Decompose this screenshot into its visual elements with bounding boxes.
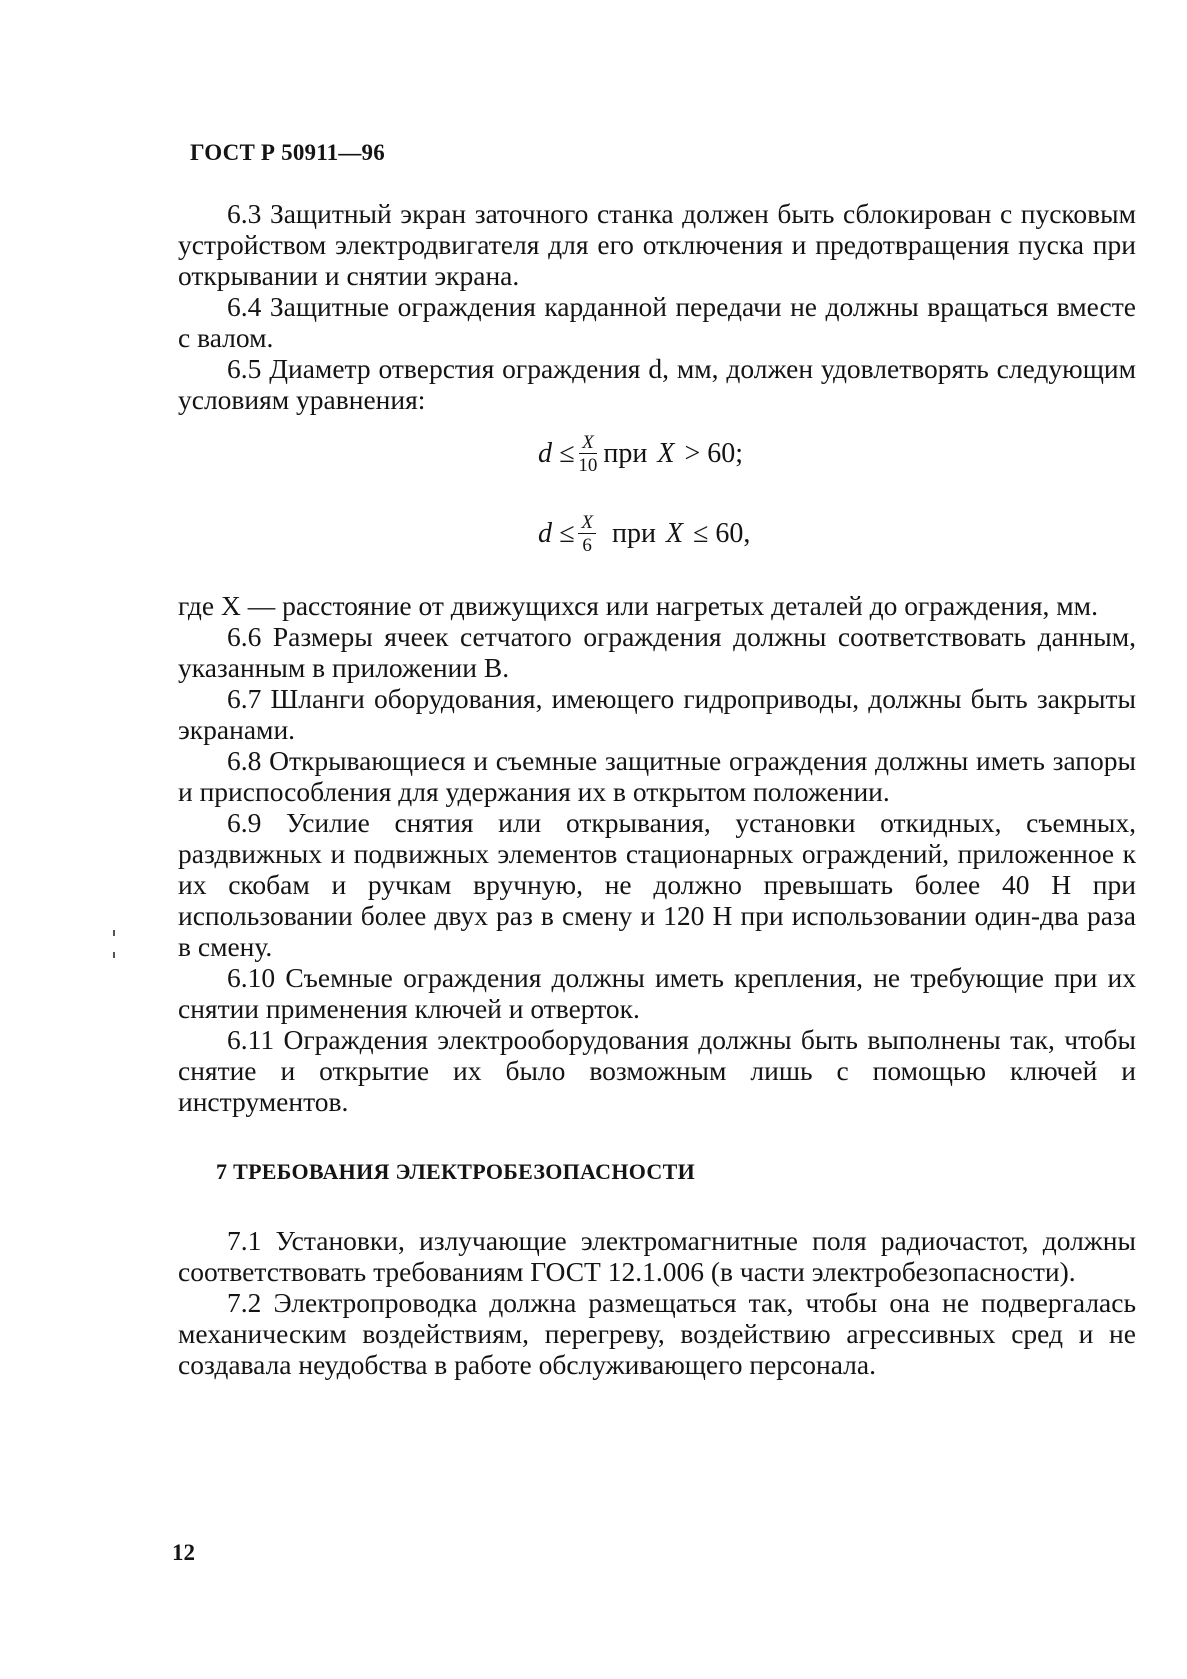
formula-condition-rel: > 60; [684,438,744,469]
paragraph-6-4: 6.4 Защитные ограждения карданной передачи не должны вращаться вместе с валом. [178,291,1136,353]
paragraph-6-3: 6.3 Защитный экран заточного станка должен быть сблокирован с пусковым устройством электродвигателя для его отключения и предотвращения пуска при открывании и снятии экрана. [178,198,1136,291]
formula-condition-word: при [611,518,656,549]
section-title: 7 ТРЕБОВАНИЯ ЭЛЕКТРОБЕЗОПАСНОСТИ [216,1159,696,1184]
fraction-denominator: 6 [582,535,592,556]
paragraph-6-7: 6.7 Шланги оборудования, имеющего гидроприводы, должны быть закрыты экранами. [178,683,1136,745]
formula-condition-rel: ≤ 60, [693,518,751,549]
formula-block [178,415,1136,590]
formula-lhs: d ≤ [538,518,575,549]
paragraph-6-6: 6.6 Размеры ячеек сетчатого ограждения должны соответствовать данным, указанным в приложении В. [178,621,1136,683]
formula-fraction [578,513,596,555]
fraction-numerator: X [578,513,596,534]
where-definition: где X — расстояние от движущихся или нагретых деталей до ограждения, мм. [178,590,1098,621]
formula-1 [538,433,743,475]
formula-2 [538,513,750,555]
paragraph-6-9: 6.9 Усилие снятия или открывания, установки откидных, съемных, раздвижных и подвижных элементов стационарных ограждений, приложенное к их скобам и ручкам вручную, не должно превышать более 40 Н при использовании более двух раз в смену и 120 Н при использовании один-два раза в смену. [178,807,1136,962]
paragraph-6-5: 6.5 Диаметр отверстия ограждения d, мм, должен удовлетворять следующим условиям уравнения: [178,353,1136,415]
paragraph-6-11: 6.11 Ограждения электрооборудования должны быть выполнены так, чтобы снятие и открытие их было возможным лишь с помощью ключей и инструментов. [178,1024,1136,1117]
page-body [178,198,1136,1380]
formula-condition-var: X [657,438,675,469]
page-number: 12 [172,1540,195,1565]
paragraph-7-1: 7.1 Установки, излучающие электромагнитные поля радиочастот, должны соответствовать требованиям ГОСТ 12.1.006 (в части электробезопасности). [178,1225,1136,1287]
formula-fraction [578,433,597,475]
formula-condition-word: при [603,438,648,469]
paragraph-7-2: 7.2 Электропроводка должна размещаться так, чтобы она не подвергалась механическим воздействиям, перегреву, воздействию агрессивных сред и не создавала неудобства в работе обслуживающего персонала. [178,1287,1136,1380]
paragraph-6-10: 6.10 Съемные ограждения должны иметь крепления, не требующие при их снятии применения ключей и отверток. [178,962,1136,1024]
paragraph-6-8: 6.8 Открывающиеся и съемные защитные ограждения должны иметь запоры и приспособления для удержания их в открытом положении. [178,745,1136,807]
document-header: ГОСТ Р 50911—96 [190,140,385,165]
formula-condition-var: X [665,518,684,549]
scan-speck [113,952,115,958]
fraction-denominator: 10 [578,455,598,476]
scan-speck [113,930,115,936]
formula-lhs: d ≤ [538,438,575,469]
fraction-numerator: X [579,433,597,454]
